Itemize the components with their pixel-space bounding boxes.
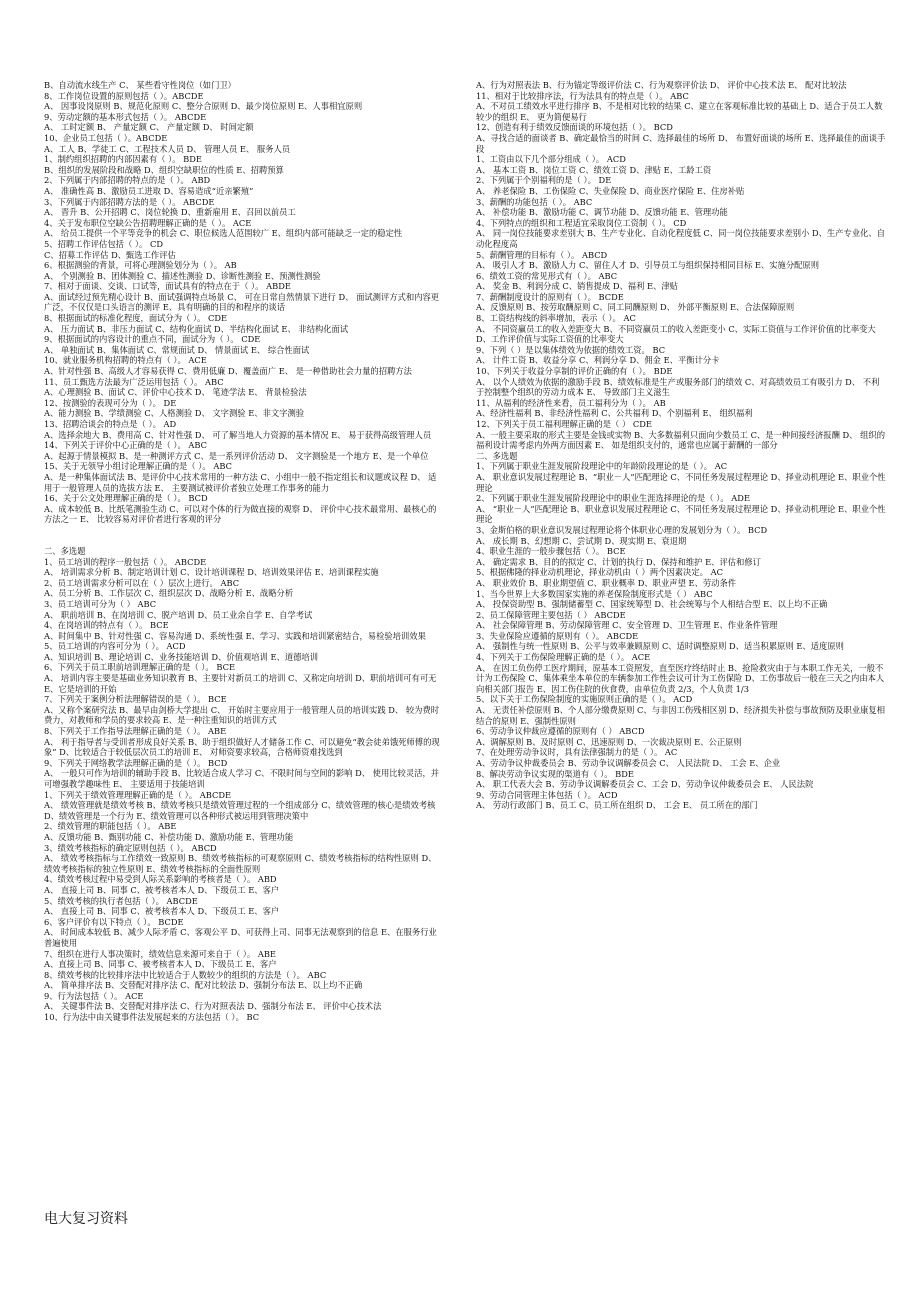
text-line: 10、下列关于收益分享制的评价正确的有（ ）。 BDE <box>476 366 673 377</box>
text-line: A、 不同资赢员工的收入差距变大 B、不同资赢员工的收入差距变小 C、实际工资值与工作评价值的比率变大 D、工作评价值与实际工资值的比率变大 <box>476 323 876 345</box>
text-line: A、 职前培训 B、在岗培训 C、脱产培训 D、员工业余自学 E、自学考试 <box>44 609 313 620</box>
text-line: A、 单独面试 B、集体面试 C、常规面试 D、 情景面试 E、 综合性面试 <box>44 344 310 355</box>
text-line: 1、下列关于绩效管理理解正确的是（ ）。 ABCDE <box>44 789 232 800</box>
text-line: A、 基本工资 B、岗位工资 C、绩效工资 D、津贴 E、工龄工资 <box>476 164 712 175</box>
text-line: A、劳动争议仲裁委员会 B、劳动争议调解委员会 C、 人民法院 D、 工会 E、企业 <box>476 758 781 768</box>
text-line: 5、根据佛隆的择业动机理论，择业动机由（ ）两个因素决定。 AC <box>476 567 723 578</box>
text-line: 6、下列关于员工职前培训理解正确的是（ ）。 BCE <box>44 662 235 673</box>
text-line: A、不对员工绩效水平进行排序 B、不是相对比较的结果 C、建立在客观标准比较的基础上 D、适合于员工人数较少的组织 E、 更为简便易行 <box>476 101 883 122</box>
text-line: A、 直接上司 B、同事 C、被考核者本人 D、下级员工 E、客户 <box>44 906 280 917</box>
text-line: A、 关键事件法 B、交替配对排序法 C、行为对照表法 D、强制分布法 E、 评价中心技术法 <box>44 1001 382 1012</box>
text-line: 7、组织在进行人事决策时，绩效信息来源可来自于（ ）。 ABE <box>44 948 276 959</box>
text-line: 二、多选题 <box>476 450 518 461</box>
text-line: 8、下列关于工作指导法理解正确的是（ ）。 ABE <box>44 726 227 737</box>
text-line: A、 在因工负伤停工医疗期间，原基本工资照发，直至医疗终结时止 B、抢险救灾由于与本职工作无关，一般不计为工伤保险 C、集体乘坐本单位的车辆参加工作性会议可计为工伤保险 D、工伤事故后一般在三天之内由本人向相关部门报告 E、因工伤住院的伙食费，由单位负责 2/3，个人负责 1/3 <box>476 662 885 694</box>
text-line: 7、相对于面谈、交谈、口试等，面试具有的特点在于（ ）。 ABDE <box>44 281 291 292</box>
text-line: 2、下列属于职业生涯发展阶段理论中的职业生涯选择理论的是（ ）。 ADE <box>476 493 751 504</box>
text-line: A、 直接上司 B、同事 C、被考核者本人 D、下级员工 E、客户 <box>44 884 280 895</box>
text-line: 2、员工培训需求分析可以在（ ）层次上进行。 ABC <box>44 577 240 588</box>
text-line: A、反馈功能 B、甄别功能 C、补偿功能 D、激励功能 E、管理功能 <box>44 831 294 842</box>
text-line: 11、相对于比较排序法，行为法具有的特点是（ ）。 ABC <box>476 90 689 101</box>
text-line: 8、工资结构线的斜率增加，表示（ ）。 AC <box>476 313 636 324</box>
text-line: 3、员工培训可分为（ ） ABC <box>44 598 157 609</box>
text-line: A、能力测验 B、学绩测验 C、人格测验 D、 文字测验 E、非文字测验 <box>44 408 305 419</box>
text-line: A、 简单排序法 B、交替配对排序法 C、配对比较法 D、强制分布法 E、以上均不正确 <box>44 980 363 991</box>
text-line: A、直接上司 B、同事 C、被考核者本人 D、下级员工 E、客户 <box>44 959 277 970</box>
text-line: A、 培训内容主要是基础业务知识教育 B、主要针对新员工的培训 C、又称定向培训 D、职前培训可有可无 E、它是培训的开始 <box>44 673 437 694</box>
text-line: 10、行为法中由关键事件法发展起来的方法包括（ ）。 BC <box>44 1012 260 1023</box>
text-line: 2、下列属于内部招聘的特点的是（ ）。 ABD <box>44 175 211 186</box>
text-line: A、行为对照表法 B、行为锚定等级评价法 C、行为观察评价法 D、 评价中心技术法 E、 配对比较法 <box>476 80 847 90</box>
text-line: 7、下列关于案例分析法理解错误的是（ ）。 BCE <box>44 694 227 705</box>
text-line: A、选择余地大 B、费用高 C、针对性强 D、 可了解当地人力资源的基本情况 E、 易于获得高级管理人员 <box>44 429 432 440</box>
text-line: 3、失业保险应遵循的原则有（ ）。 ABCDE <box>476 630 639 641</box>
text-line: 10、企业员工包括（ ）。ABCDE <box>44 132 168 143</box>
paragraph-gap <box>44 525 444 546</box>
text-line: 11、员工甄选方法最为广泛运用包括（ ）。 ABC <box>44 376 224 387</box>
text-line: A、经济性福利 B、非经济性福利 C、公共福利 D、个别福利 E、 组织福利 <box>476 408 753 419</box>
text-line: 5、薪酬管理的目标有（ ）。 ABCD <box>476 249 608 260</box>
text-line: 9、下列（ ）是以集体绩效为依据的绩效工资。 BC <box>476 344 666 355</box>
text-line: 10、就业服务机构招聘的特点有（ ）。 ACE <box>44 355 207 366</box>
text-line: A、 一般只可作为培训的辅助手段 B、比较适合成人学习 C、不限时间与空间的影响 D、 使用比较灵活，并可增强教学趣味性 E、 主要适用于技能培训 <box>44 768 440 789</box>
text-line: A、 培训需求分析 B、制定培训计划 C、设计培训课程 D、培训效果评估 E、培训课程实施 <box>44 567 379 578</box>
text-line: 4、关于发布职位空缺公告招聘理解正确的是（ ）。 ACE <box>44 217 252 228</box>
text-line: 5、以下关于工伤保险制度的实施原则正确的是（ ）。 ACD <box>476 694 693 705</box>
text-line: 4、绩效考核过程中易受到人际关系影响的考核者是（ ）。 ABD <box>44 874 277 885</box>
right-column <box>476 80 886 811</box>
text-line: 3、绩效考核指标的确定原则包括（ ）。 ABCD <box>44 842 217 853</box>
text-line: 9、劳动合同管理主体包括（ ）。 ACD <box>476 789 618 800</box>
text-line: 9、下列关于网络教学法理解正确的是（ ）。 BCD <box>44 757 228 768</box>
text-line: 2、绩效管理的职能包括（ ）。 ABE <box>44 821 177 832</box>
text-line: 4、在岗培训的特点有（ ）。 BCE <box>44 620 169 631</box>
text-line: 1、员工培训的程序一般包括（ ）。 ABCDE <box>44 556 207 567</box>
text-line: A、 绩效考核指标与工作绩效一致原则 B、绩效考核指标的可观察原则 C、绩效考核指标的结构性原则 D、 绩效考核指标的独立性原则 E、绩效考核指标的全面性原则 <box>44 853 437 874</box>
text-line: 9、劳动定额的基本形式包括（ ）。 ABCDE <box>44 111 207 122</box>
text-line: A、是一种集体面试法 B、是评价中心技术常用的一种方法 C、小组中一般不指定组长和议题或议程 D、 适用于一般管理人员的选拔方法 E、 主要测试被评价者独立处理工作事务的能力 <box>44 471 437 493</box>
text-line: 8、绩效考核的比较排序法中比较适合于人数较少的组织的方法是（ ）。 ABC <box>44 969 327 980</box>
text-line: 9、根据面试的内容设计的重点不同，面试分为（ ）。 CDE <box>44 334 261 345</box>
text-line: A、 确定需求 B、目的的拟定 C、计划的执行 D、保持和维护 E、评估和修订 <box>476 556 761 567</box>
text-line: 11、从福利的经济性来看，员工福利分为（ ）。 AB <box>476 397 666 408</box>
text-line: 6、劳动争议仲裁应遵循的原则有（ ） ABCD <box>476 726 645 737</box>
text-line: B、自动流水线生产 C、 某些看守性岗位（如门卫） <box>44 80 236 90</box>
text-line: 6、根据测验的背景，可将心理测验划分为（ ）。 AB <box>44 260 237 271</box>
text-line: 1、制约组织招聘的内部因素有（ ）。 BDE <box>44 154 202 165</box>
text-line: A、 以个人绩效为依据的激励手段 B、绩效标准是生产或服务部门的绩效 C、对高绩效员工有吸引力 D、 不利于控制整个组织的劳动力成本 E、 导致部门主义滋生 <box>476 376 880 398</box>
text-line: 16、关于公文处理理解正确的是（ ）。 BCD <box>44 493 208 504</box>
text-line: 4、下列特点的组织和工程适宜采取岗位工资制（ ）。 CD <box>476 217 687 228</box>
text-line: A、 养老保险 B、工伤保险 C、失业保险 D、商业医疗保险 E、住房补贴 <box>476 185 745 196</box>
text-line: 8、解决劳动争议实现的渠道有（ ）。 BDE <box>476 768 634 779</box>
footer-label: 电大复习资料 <box>44 1211 128 1227</box>
text-line: 6、客户评价有以下特点（ ）。 BCDE <box>44 916 184 927</box>
text-line: 14、下列关于评价中心正确的是（ ）。 ABC <box>44 440 208 451</box>
text-line: A、 成长期 B、幻想期 C、尝试期 D、现实期 E、衰退期 <box>476 535 687 546</box>
text-line: A、知识培训 B、理论培训 C、业务技能培训 D、价值观培训 E、道德培训 <box>44 651 319 662</box>
text-line: A、 职工代表大会 B、劳动争议调解委员会 C、工会 D、劳动争议仲裁委员会 E、 人民法院 <box>476 779 814 790</box>
text-line: A、成本较低 B、比纸笔测验生动 C、可以对个体的行为做直接的观察 D、 评价中心技术最常用、最核心的方法之一 E、 比较容易对评价者进行客观的评分 <box>44 503 437 525</box>
text-line: A、调解原则 B、及时原则 C、迅速原则 D、一次裁决原则 E、公正原则 <box>476 736 742 747</box>
text-line: A、 吸引人才 B、激励人力 C、留住人才 D、引导员工与组织保持相同目标 E、实施分配原则 <box>476 260 820 271</box>
text-line: A、 时间成本较低 B、减少人际矛盾 C、客观公平 D、可获得上司、同事无法观察到的信息 E、在服务行业普遍使用 <box>44 927 437 948</box>
text-line: 二、多选题 <box>44 545 86 556</box>
text-line: A、寻找合适的面谈者 B、确定最恰当的时间 C、选择最佳的场所 D、 布置好面谈的场所 E、选择最佳的面谈手段 <box>476 132 886 154</box>
text-line: A、 社会保障管理 B、劳动保障管理 C、安全管理 D、卫生管理 E、作业条件管理 <box>476 620 778 631</box>
text-line: A、 无责任补偿原则 B、个人部分缴费原则 C、与非因工伤残相区别 D、经济损失补偿与事故预防及职业康复相结合的原则 E、强制性原则 <box>476 705 886 726</box>
text-line: 1、当今世界上大多数国家实施的养老保险制度形式是（ ） ABC <box>476 588 713 599</box>
text-line: A、 因事设岗原则 B、规范化原则 C、整分合原则 D、最少岗位原则 E、人事相宜原则 <box>44 101 363 112</box>
text-line: 2、员工保障管理主要包括（ ） ABCDE <box>476 609 626 620</box>
text-line: A、 准确性高 B、激励员工进取 D、容易造成“近亲繁殖” <box>44 185 254 196</box>
text-line: C、招募工作评估 D、甄选工作评估 <box>44 249 176 260</box>
text-line: A、 工时定额 B、 产量定额 C、 产量定额 D、 时间定额 <box>44 122 254 133</box>
text-line: B、组织的发展阶段和战略 D、组织空缺职位的性质 E、招聘预算 <box>44 164 284 175</box>
text-line: 5、绩效考核的执行者包括（ ）。 ABCDE <box>44 895 198 906</box>
text-line: A、 压力面试 B、非压力面试 C、结构化面试 D、半结构化面试 E、 非结构化面试 <box>44 323 349 334</box>
text-line: 12、按测验的表现可分为（ ）。 DE <box>44 397 177 408</box>
text-line: A、 绩效管理就是绩效考核 B、绩效考核只是绩效管理过程的一个组成部分 C、绩效管理的核心是绩效考核 D、绩效管理是一个行为 E、绩效管理可以各种形式被运用到管理决策中 <box>44 800 436 821</box>
text-line: A、 同一岗位技能要求差别大 B、生产专业化、自动化程度低 C、同一岗位技能要求差别小 D、生产专业化、自动化程度高 <box>476 228 886 249</box>
text-line: 7、薪酬制度设计的原则有（ ）。 BCDE <box>476 291 624 302</box>
text-line: A、 补偿功能 B、激励功能 C、调节功能 D、反馈功能 E、管理功能 <box>476 207 728 218</box>
text-line: A、 职业意识发展过程理论 B、“职业－人”匹配理论 C、不同任务发展过程理论 D、择业动机理论 E、职业个性理论 <box>476 471 886 493</box>
text-line: 5、招聘工作评估包括（ ）。 CD <box>44 238 163 249</box>
text-line: A、 给员工提供一个平等竞争的机会 C、职位候选人范围较广 E、组织内部可能缺乏一定的稳定性 <box>44 228 403 239</box>
text-line: A、 “职业－人”匹配理论 B、职业意识发展过程理论 C、不同任务发展过程理论 D、择业动机理论 E、职业个性理论 <box>476 503 886 525</box>
text-line: 12、创造有利于绩效反馈面谈的环境包括（ ）。 BCD <box>476 122 673 133</box>
text-line: 9、行为法包括（ ）。 ACE <box>44 990 144 1001</box>
text-line: 8、工作岗位设置的原则包括（ ）。ABCDE <box>44 90 204 101</box>
text-line: A、员工分析 B、工作层次 C、组织层次 D、战略分析 E、战略分析 <box>44 588 294 599</box>
text-line: 4、下列关于工伤保险理解正确的是（ ）。 ACE <box>476 652 651 663</box>
text-line: A、时间集中 B、针对性强 C、容易沟通 D、系统性强 E、学习、实践和培训紧密结合，易检验培训效果 <box>44 630 426 641</box>
text-line: 5、员工培训的内容可分为（ ）。 ACD <box>44 641 186 652</box>
left-column <box>44 80 444 1023</box>
text-line: 3、薪酬的功能包括（ ）。 ABC <box>476 196 593 207</box>
text-line: 3、下列属于内部招聘方法的是（ ）。 ABCDE <box>44 196 215 207</box>
text-line: A、起源于情景模拟 B、是一种测评方式 C、是一系列评价活动 D、 文字测验是一个地方 E、是一个单位 <box>44 450 429 461</box>
text-line: 2、下列属于个别福利的是（ ）。 DE <box>476 175 612 186</box>
text-line: A、 投保资助型 B、强制储蓄型 C、国家统筹型 D、社会统筹与个人相结合型 E、以上均不正确 <box>476 599 828 610</box>
text-line: 15、关于无领导小组讨论理解正确的是（ ）。 ABC <box>44 461 232 472</box>
text-line: 12、下列关于员工福利理解正确的是（ ） CDE <box>476 419 652 429</box>
text-line: A、 劳动行政部门 B、员工 C、员工所在组织 D、 工会 E、 员工所在的部门 <box>476 800 758 811</box>
text-line: 8、根据面试的标准化程度，面试分为（ ）。 CDE <box>44 313 228 324</box>
text-line: A、针对性强 B、高级人才容易获得 C、费用低廉 D、覆盖面广 E、 是一种借助社会力量的招聘方法 <box>44 366 412 377</box>
text-line: A、面试经过预先精心设计 B、面试强调特点场景 C、 可在日常自然情景下进行 D、 面试测评方式和内容更广泛，不仅仅是口头语言的测评 E、具有明确的目的和程序的谈话 <box>44 291 440 313</box>
text-line: 7、在处理劳动争议时，具有法律强制力的是（ ）。 AC <box>476 747 678 758</box>
text-line: A、又称个案研究法 B、最早由剑桥大学提出 C、 开始时主要应用于一般管理人员的培训实践 D、 较为费时费力，对教师和学员的要求较高 E、是一种注重知识的培训方式 <box>44 704 440 726</box>
text-line: 1、工资由以下几个部分组成（ ）。 ACD <box>476 154 626 165</box>
text-line: 6、绩效工资的常见形式有（ ）。 ABC <box>476 270 618 281</box>
text-line: A、 职业效价 B、职业期望值 C、职业概率 D、职业声望 E、劳动条件 <box>476 577 737 588</box>
text-line: A、 个别测验 B、团体测验 C、描述性测验 D、诊断性测验 E、预测性测验 <box>44 270 321 281</box>
text-line: A、反馈原则 B、按劳取酬原则 C、同工同酬原则 D、 外部平衡原则 E、合法保障原则 <box>476 302 795 313</box>
text-line: A、 计件工资 B、收益分享 C、利润分享 D、佣金 E、平衡计分卡 <box>476 355 720 366</box>
text-line: A、 晋升 B、公开招聘 C、岗位轮换 D、重新雇用 E、召回以前员工 <box>44 207 296 218</box>
text-line: A、心理测验 B、面试 C、评价中心技术 D、 笔迹学法 E、 背景检验法 <box>44 387 307 398</box>
text-line: A、一般主要采取的形式主要是金钱或实物 B、大多数福利只面向少数员工 C、是一种间接经济报酬 D、 组织的福利设计需考虑内外两方面因素 E、 如是组织支付的，通常也应属于薪酬的一部分 <box>476 429 886 451</box>
text-line: 3、金斯伯格的职业意识发展过程理论将个体职业心理的发展划分为（ ）。 BCD <box>476 524 768 535</box>
text-line: A、 奖金 B、利润分成 C、销售提成 D、福利 E、津贴 <box>476 281 678 292</box>
text-line: 13、招聘洽谈会的特点是（ ）。 AD <box>44 419 177 429</box>
text-line: 4、职业生涯的一般步骤包括（ ）。 BCE <box>476 546 626 557</box>
text-line: A、工人 B、学徒工 C、工程技术人员 D、 管理人员 E、 服务人员 <box>44 143 291 154</box>
text-line: 1、下列属于职业生涯发展阶段理论中的年龄阶段理论的是（ ）。 AC <box>476 461 728 472</box>
text-line: A、 强制性与统一性原则 B、公平与效率兼顾原则 C、适时调整原则 D、适当积累原则 E、适度原则 <box>476 641 844 652</box>
text-line: A、 利于指导者与受训者形成良好关系 B、助于组织做好人才储备工作 C、可以避免“教会徒弟饿死师傅的现象” D、比较适合于较低层次员工的培训 E、 对师资要求较高，合格师资难找选到 <box>44 736 440 758</box>
